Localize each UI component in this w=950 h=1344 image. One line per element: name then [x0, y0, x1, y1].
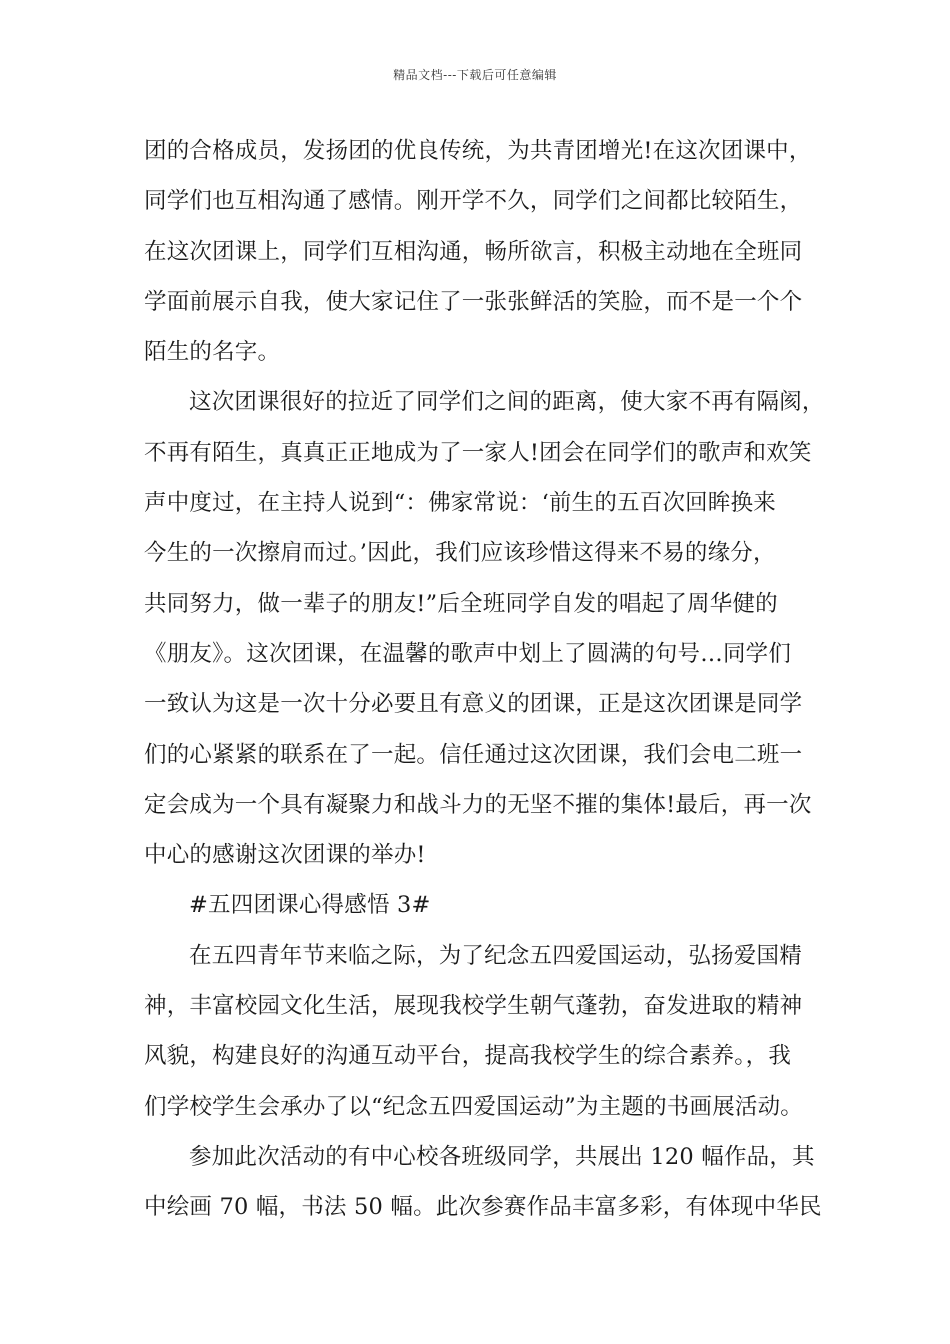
text-line: 中心的感谢这次团课的举办! [144, 842, 426, 869]
text-line: 定会成为一个具有凝聚力和战斗力的无坚不摧的集体!最后，再一次 [144, 791, 812, 818]
text-line: 在这次团课上，同学们互相沟通，畅所欲言，积极主动地在全班同 [144, 238, 803, 265]
page-header: 精品文档---下载后可任意编辑 [393, 68, 557, 82]
text-line: 团的合格成员，发扬团的优良传统，为共青团增光!在这次团课中， [144, 138, 812, 164]
text-line: 同学们也互相沟通了感情。刚开学不久，同学们之间都比较陌生， [144, 188, 803, 215]
text-line: 陌生的名字。 [144, 339, 281, 366]
text-line: 今生的一次擦肩而过。’因此，我们应该珍惜这得来不易的缘分， [144, 540, 776, 567]
paragraph-start-line: 参加此次活动的有中心校各班级同学，共展出 120 幅作品，其 [189, 1143, 815, 1170]
text-line: 中绘画 70 幅，书法 50 幅。此次参赛作品丰富多彩，有体现中华民 [144, 1194, 822, 1221]
text-line: 学面前展示自我，使大家记住了一张张鲜活的笑脸，而不是一个个 [144, 288, 803, 315]
text-line: 风貌，构建良好的沟通互动平台，提高我校学生的综合素养。，我 [144, 1043, 792, 1070]
text-line: 们学校学生会承办了以“纪念五四爱国运动”为主题的书画展活动。 [144, 1093, 804, 1120]
paragraph-start-line: 这次团课很好的拉近了同学们之间的距离，使大家不再有隔阂， [189, 389, 825, 416]
document-body [144, 126, 825, 1233]
text-line: 们的心紧紧的联系在了一起。信任通过这次团课，我们会电二班一 [144, 741, 803, 768]
text-line: 一致认为这是一次十分必要且有意义的团课，正是这次团课是同学 [144, 691, 803, 718]
text-line: 声中度过，在主持人说到“：佛家常说：‘前生的五百次回眸换来 [144, 490, 776, 517]
text-line: 《朋友》。这次团课，在温馨的歌声中划上了圆满的句号…同学们 [144, 640, 792, 667]
paragraph-start-line: 在五四青年节来临之际，为了纪念五四爱国运动，弘扬爱国精 [189, 942, 802, 969]
text-line: 神，丰富校园文化生活，展现我校学生朝气蓬勃，奋发进取的精神 [144, 993, 803, 1020]
text-line: 共同努力，做一辈子的朋友!”后全班同学自发的唱起了周华健的 [144, 590, 778, 617]
section-heading: #五四团课心得感悟 3# [189, 892, 431, 919]
text-line: 不再有陌生，真真正正地成为了一家人!团会在同学们的歌声和欢笑 [144, 439, 812, 466]
